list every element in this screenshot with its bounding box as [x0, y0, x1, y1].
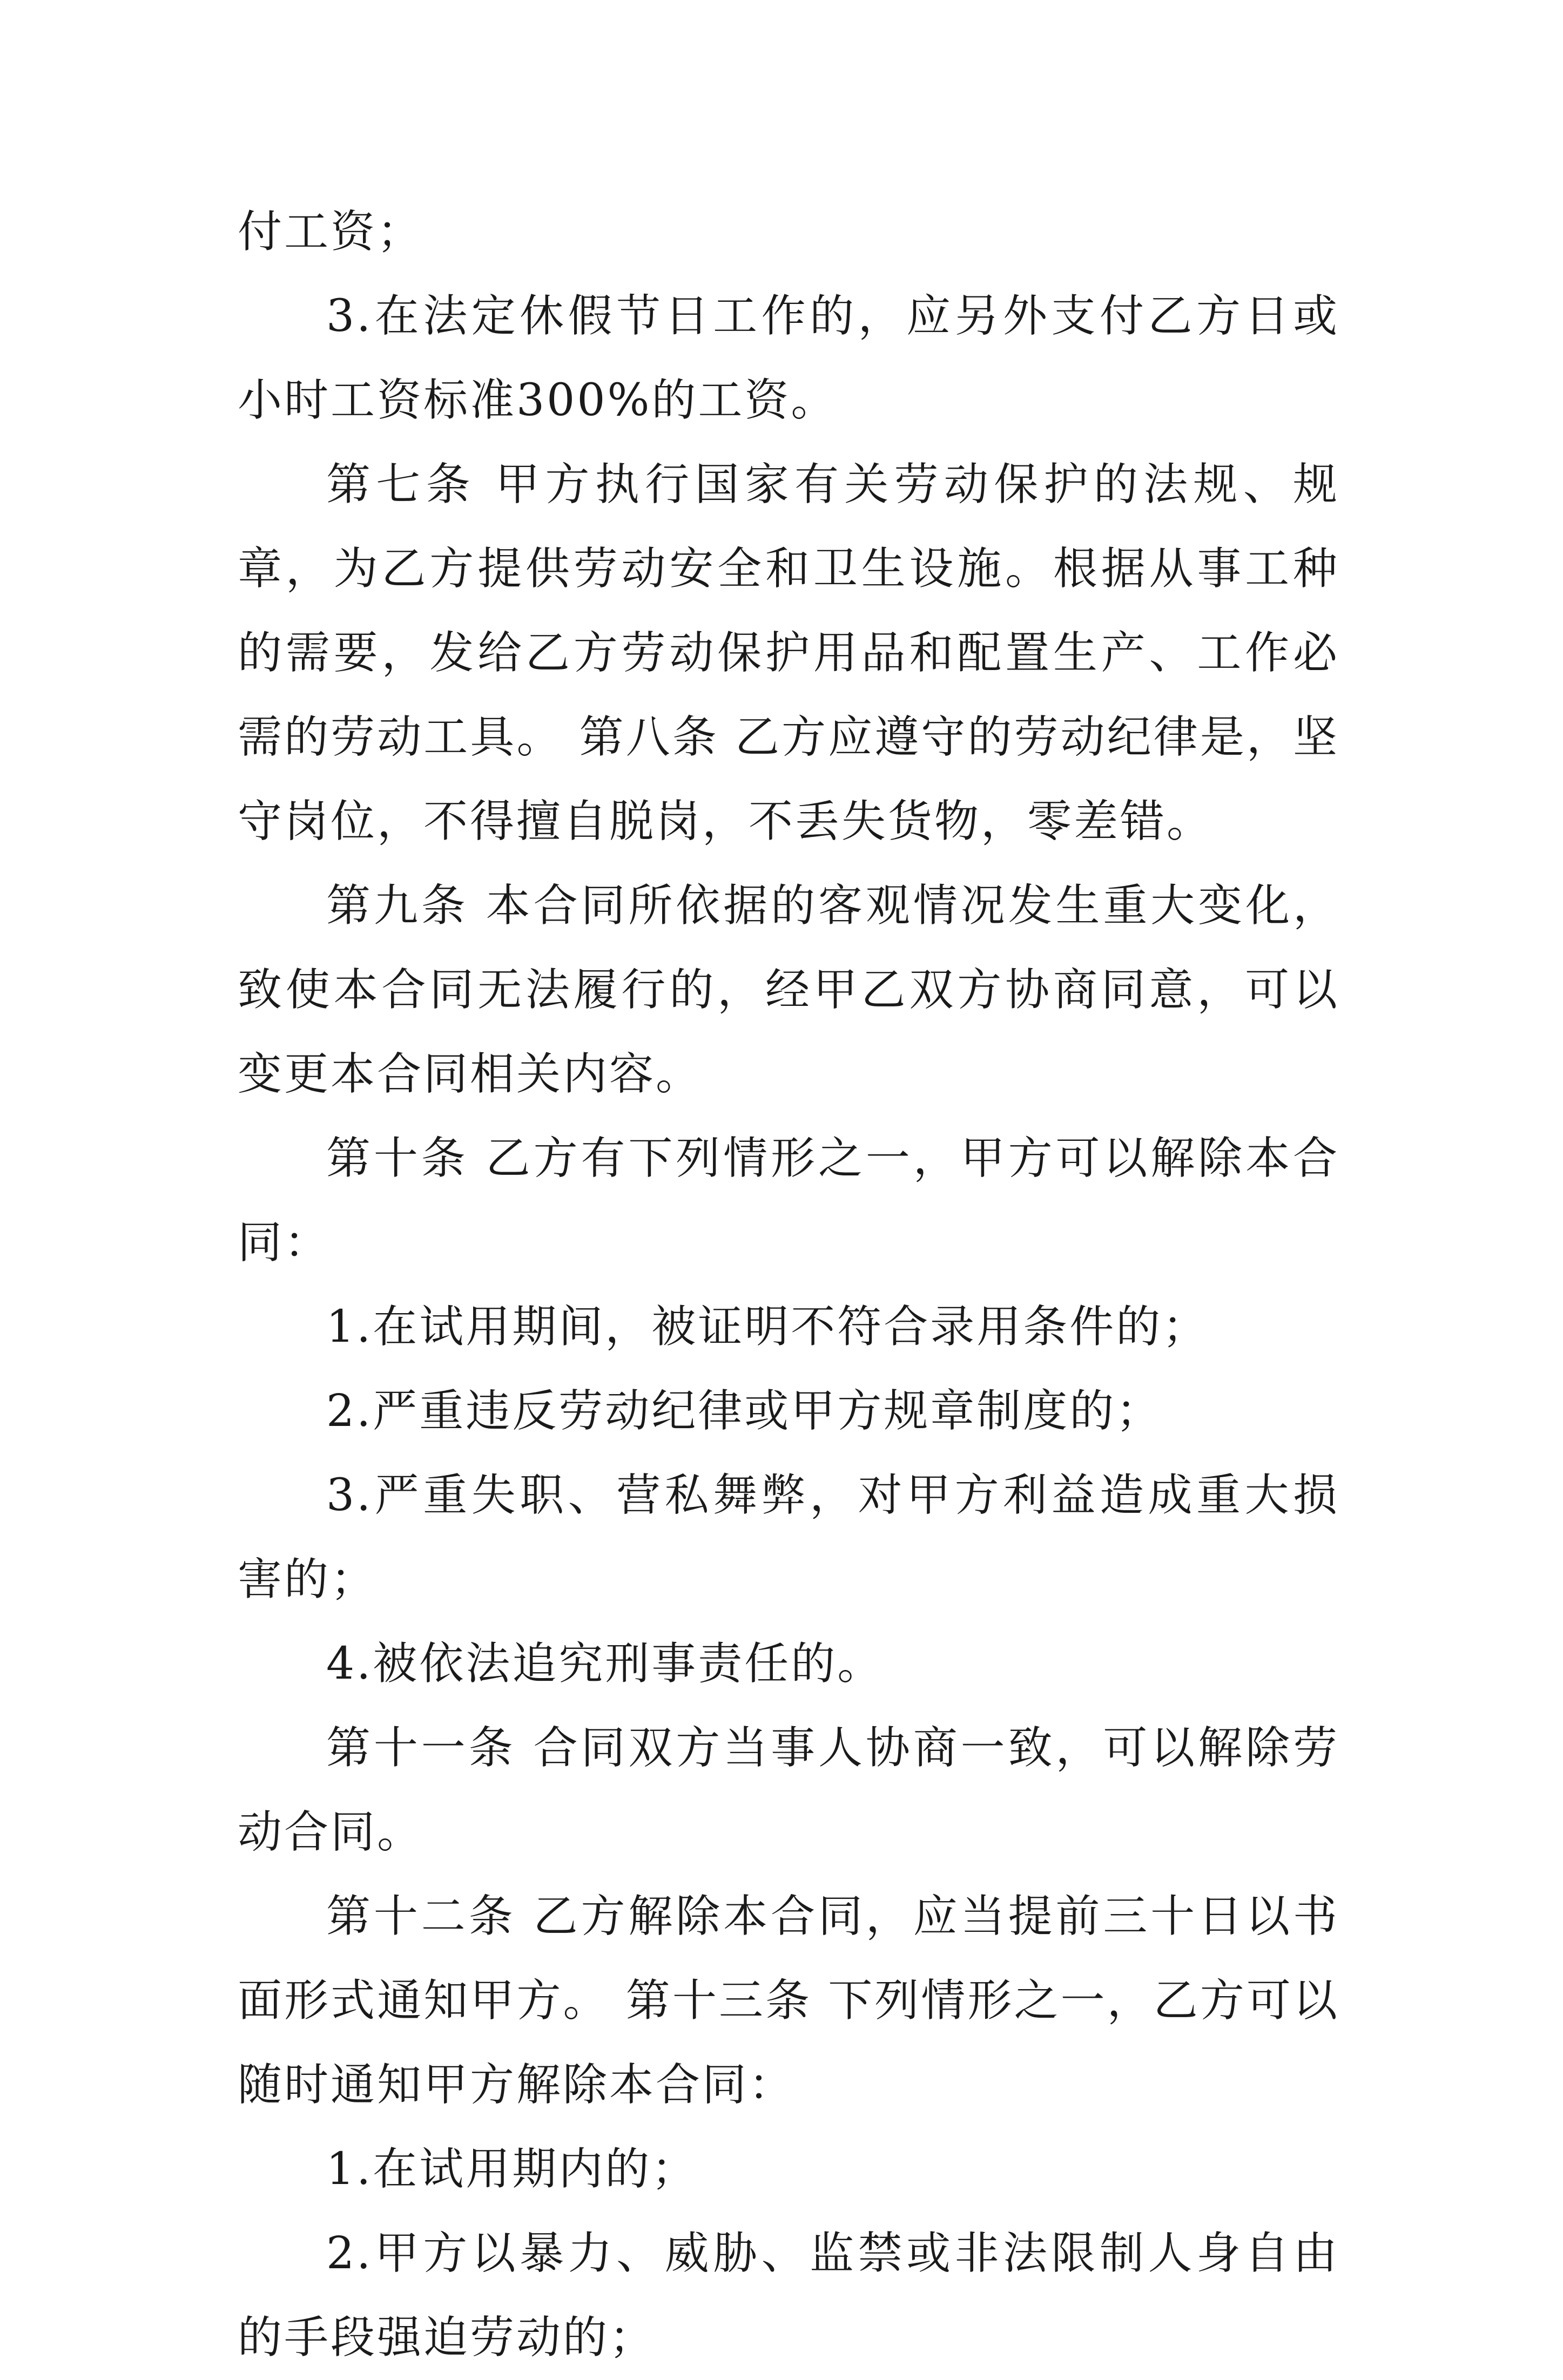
list-item-criminal: 4.被依法追究刑事责任的。 [326, 1638, 884, 1689]
paragraph-article-11: 第十一条 合同双方当事人协商一致，可以解除劳动合同。 [238, 1722, 1339, 1858]
list-item-probation: 1.在试用期间，被证明不符合录用条件的； [326, 1301, 1209, 1353]
list-item-misconduct: 3.严重失职、营私舞弊，对甲方利益造成重大损害的； [238, 1470, 1339, 1605]
paragraph-article-10: 第十条 乙方有下列情形之一，甲方可以解除本合同： [238, 1133, 1339, 1268]
contract-body [238, 190, 1339, 2380]
paragraph-article-7-8: 第七条 甲方执行国家有关劳动保护的法规、规章，为乙方提供劳动安全和卫生设施。根据从事工种的需要，发给乙方劳动保护用品和配置生产、工作必需的劳动工具。 第八条 乙方应遵守的劳动纪律是，坚守岗位，不得擅自脱岗，不丢失货物，零差错。 [238, 459, 1339, 847]
list-item-forced-labor: 2.甲方以暴力、威胁、监禁或非法限制人身自由的手段强迫劳动的； [238, 2228, 1339, 2363]
list-item-discipline: 2.严重违反劳动纪律或甲方规章制度的； [326, 1385, 1163, 1437]
paragraph-article-9: 第九条 本合同所依据的客观情况发生重大变化，致使本合同无法履行的，经甲乙双方协商同意，可以变更本合同相关内容。 [238, 880, 1339, 1100]
paragraph-holiday-pay: 3.在法定休假节日工作的，应另外支付乙方日或小时工资标准300%的工资。 [238, 290, 1339, 426]
list-item-probation-period: 1.在试用期内的； [326, 2144, 698, 2195]
paragraph-wage-continuation: 付工资； [238, 206, 424, 258]
paragraph-article-12-13: 第十二条 乙方解除本合同，应当提前三十日以书面形式通知甲方。 第十三条 下列情形之一，乙方可以随时通知甲方解除本合同： [238, 1891, 1339, 2111]
